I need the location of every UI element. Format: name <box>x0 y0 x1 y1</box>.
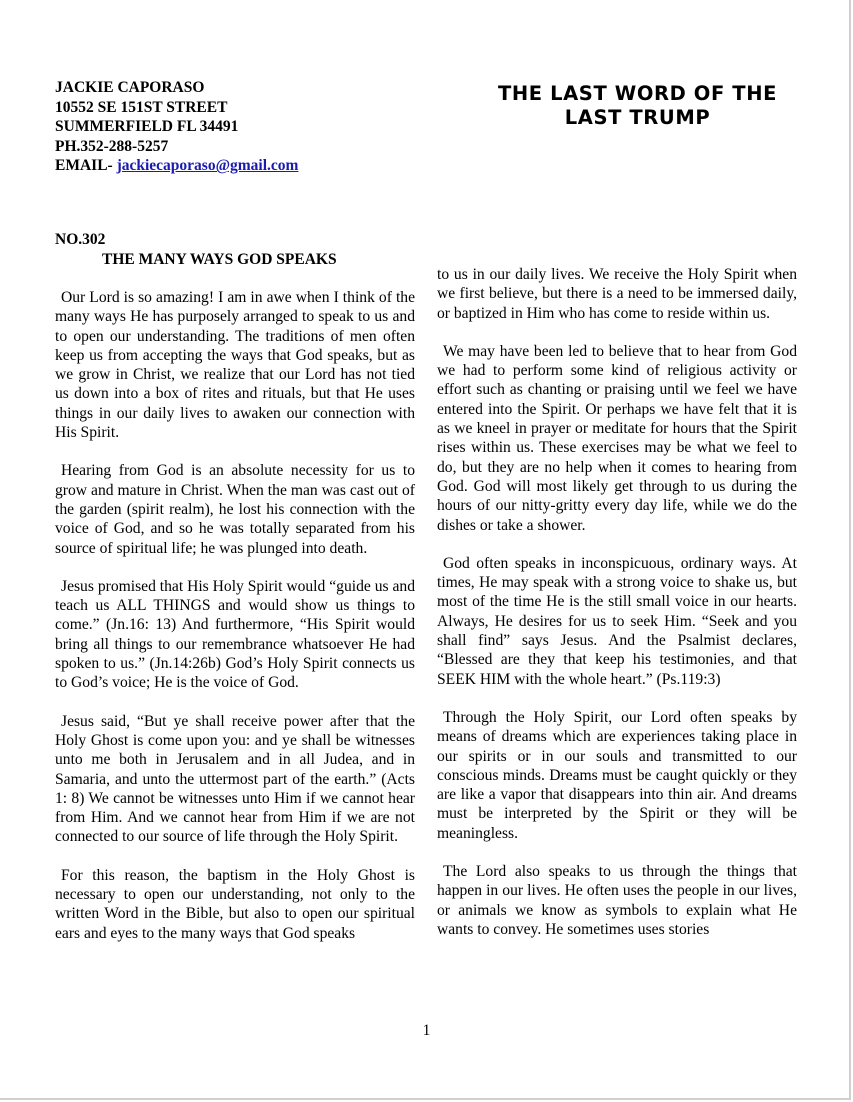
paragraph-text: Our Lord is so amazing! I am in awe when I think of the many ways He has purposely arranged to speak to us and to open our understanding. The traditions of men often keep us from accepting the ways that God speaks, but as we grow in Christ, we realize that our Lord has not tied us down into a box of rites and rituals, but that He uses things in our daily lives to awaken our connection with His Spirit. <box>55 289 415 442</box>
paragraph-text: Hearing from God is an absolute necessity for us to grow and mature in Christ. When the man was cast out of the garden (spirit realm), he lost his connection with the voice of God, and so he was totally separated from his source of spiritual life; he was plunged into death. <box>55 462 415 557</box>
email-line <box>55 156 298 176</box>
article-heading: THE MANY WAYS GOD SPEAKS <box>102 251 337 268</box>
email-label: EMAIL- <box>55 157 113 175</box>
paragraph <box>437 342 797 535</box>
author-address-block <box>55 78 298 176</box>
paragraph-text: Jesus said, “But ye shall receive power after that the Holy Ghost is come upon you: and ye shall be witnesses unto me both in Jerusalem and in all Judea, and in Samaria, and unto the uttermost part of the earth.” (Acts 1: 8) We cannot be witnesses unto Him if we cannot hear from Him. And we cannot hear from Him if we are not connected to our source of life through the Holy Spirit. <box>55 712 415 846</box>
paragraph-text: We may have been led to believe that to hear from God we had to perform some kind of religious activity or effort such as chanting or praising until we feel we have entered into the Spirit. Or perhaps we have felt that it is as we kneel in prayer or meditate for hours that the Spirit rises within us. These exercises may be what we feel to do, but they are no help when it comes to hearing from God. God will most likely get through to us during the hours of our nitty-gritty every day life, while we do the dishes or take a shower. <box>437 342 797 534</box>
paragraph <box>437 554 797 689</box>
city-state-zip: SUMMERFIELD FL 34491 <box>55 118 239 136</box>
paragraph <box>437 862 797 939</box>
article-number: NO.302 <box>55 231 106 248</box>
document-title-line-1: THE LAST WORD OF THE <box>497 82 778 105</box>
paragraph <box>55 866 415 943</box>
paragraph-text: to us in our daily lives. We receive the Holy Spirit when we first believe, but there is a need to be immersed daily, or baptized in Him who has come to reside within us. <box>437 266 797 322</box>
paragraph-text: God often speaks in inconspicuous, ordinary ways. At times, He may speak with a strong voice to shake us, but most of the time He is the still small voice in our hearts. Always, He desires for us to seek Him. “Seek and you shall find” says Jesus. And the Psalmist declares, “Blessed are they that keep his testimonies, and that SEEK HIM with the whole heart.” (Ps.119:3) <box>437 554 797 688</box>
phone-number: PH.352-288-5257 <box>55 137 169 155</box>
author-name: JACKIE CAPORASO <box>55 79 205 96</box>
left-column <box>55 288 415 943</box>
right-column <box>437 265 797 939</box>
paragraph <box>55 577 415 693</box>
email-link[interactable]: jackiecaporaso@gmail.com <box>116 157 299 175</box>
paragraph-text: Through the Holy Spirit, our Lord often speaks by means of dreams which are experiences taking place in our spirits or in our souls and transmitted to our conscious minds. Dreams must be caught quickly or they are like a vapor that disappears into thin air. And dreams must be interpreted by the Spirit or they will be meaningless. <box>437 708 797 842</box>
paragraph <box>437 708 797 843</box>
paragraph <box>55 712 415 847</box>
document-title-line-2: LAST TRUMP <box>564 106 711 129</box>
paragraph <box>55 461 415 557</box>
page-number: 1 <box>422 1022 431 1039</box>
document-title <box>450 82 825 130</box>
paragraph-text: Jesus promised that His Holy Spirit would “guide us and teach us ALL THINGS and would show us things to come.” (Jn.16: 13) And furthermore, “His Spirit would bring all things to our remembrance whatsoever He had spoken to us.” (Jn.14:26b) God’s Holy Spirit connects us to God’s voice; He is the voice of God. <box>55 577 415 692</box>
street-address: 10552 SE 151ST STREET <box>55 98 228 116</box>
paragraph <box>55 288 415 442</box>
paragraph-text: The Lord also speaks to us through the things that happen in our lives. He often uses the people in our lives, or animals we know as symbols to explain what He wants to convey. He sometimes uses stories <box>437 863 797 938</box>
paragraph-continued <box>437 265 797 323</box>
paragraph-text: For this reason, the baptism in the Holy Ghost is necessary to open our understanding, not only to the written Word in the Bible, but also to open our spiritual ears and eyes to the many ways that God speaks <box>55 866 415 942</box>
